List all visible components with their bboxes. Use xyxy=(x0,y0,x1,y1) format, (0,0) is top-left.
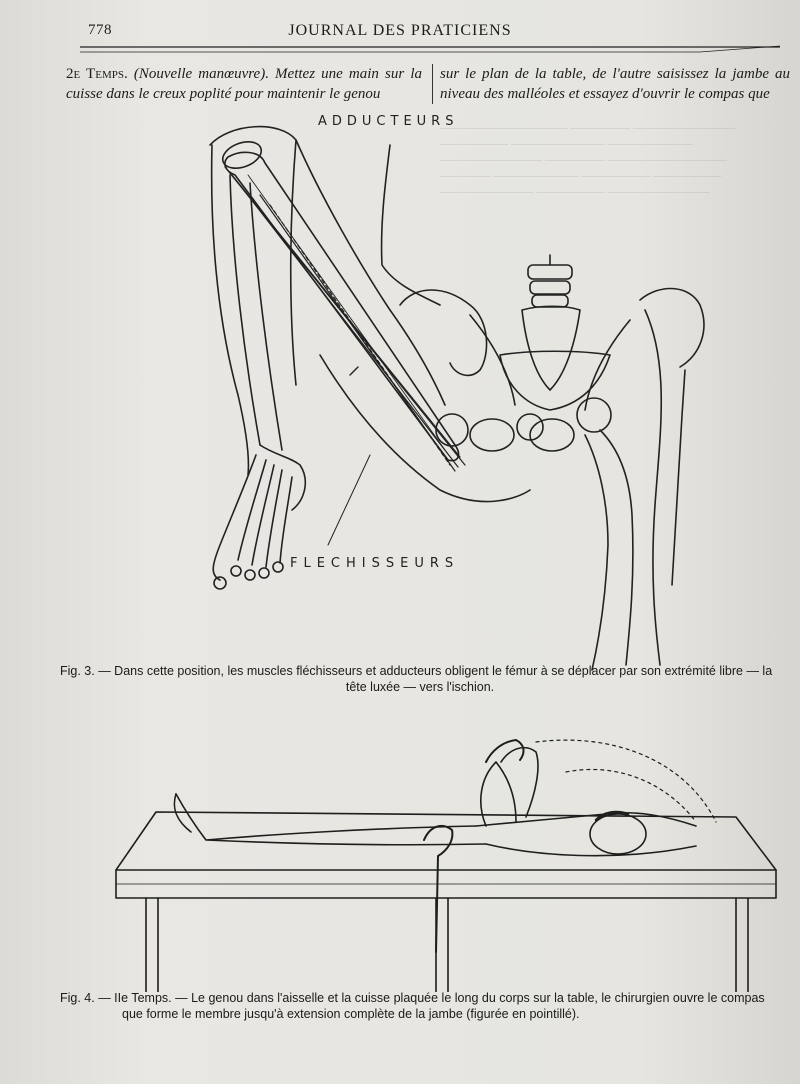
flexors-label: FLECHISSEURS xyxy=(290,556,460,571)
patient-head xyxy=(590,814,646,854)
figure-3-illustration xyxy=(60,105,790,675)
intro-left-column xyxy=(66,64,422,104)
page-header xyxy=(0,0,800,60)
figure-3-drawing xyxy=(60,105,790,675)
figure-4-caption-line-2: que forme le membre jusqu'à extension complète de la jambe (figurée en pointillé). xyxy=(122,1007,580,1021)
extended-leg xyxy=(176,794,486,845)
figure-3-caption xyxy=(60,663,780,695)
header-rule xyxy=(80,44,780,58)
flexed-leg xyxy=(481,762,516,826)
shin-outline xyxy=(291,140,296,385)
muscle-lines xyxy=(225,167,465,471)
figure-4-caption-prefix: Fig. 4. — IIe Temps. xyxy=(60,991,172,1005)
extension-arc-dotted xyxy=(536,740,716,822)
figure-4-illustration xyxy=(96,722,786,992)
figure-4-caption-line-1: — Le genou dans l'aisselle et la cuisse plaquée le long du corps sur la table, le chirurgien ouvre le compas xyxy=(175,991,765,1005)
pelvis-bones xyxy=(400,255,704,670)
step-heading: 2e Temps. xyxy=(66,66,128,82)
column-divider xyxy=(432,64,433,104)
journal-title: JOURNAL DES PRATICIENS xyxy=(288,22,512,39)
adductors-label: ADDUCTEURS xyxy=(318,114,459,129)
body-outline xyxy=(382,145,440,305)
patient-torso xyxy=(476,813,696,856)
figure-3-caption-line-2: tête luxée — vers l'ischion. xyxy=(345,680,495,694)
page-number: 778 xyxy=(88,22,112,38)
figure-4-caption xyxy=(60,990,790,1022)
tibia-bone xyxy=(230,175,260,445)
surgeon-hand-top xyxy=(486,740,523,762)
bleed-through-text: ─────────────── ─────── ──────────── ──────── ─────────── ────────── ──────────── ─────── ────────────── ────── ────────── ──────── ──────── ─────────── ──────── ──────────── xyxy=(440,121,736,199)
thigh-outline xyxy=(210,127,445,405)
intro-left-text: (Nouvelle manœuvre). Mettez une main sur la cuisse dans le creux poplité pour maintenir le genou xyxy=(66,66,422,102)
intro-right-text: sur le plan de la table, de l'autre saisissez la jambe au niveau des malléoles et essayez d'ouvrir le compas que xyxy=(440,66,790,102)
figure-4-drawing xyxy=(96,722,786,992)
figure-3-caption-line-1: Fig. 3. — Dans cette position, les muscles fléchisseurs et adducteurs obligent le fémur à se déplacer par son extrémité libre — la xyxy=(60,664,773,678)
intro-right-column xyxy=(440,64,790,104)
